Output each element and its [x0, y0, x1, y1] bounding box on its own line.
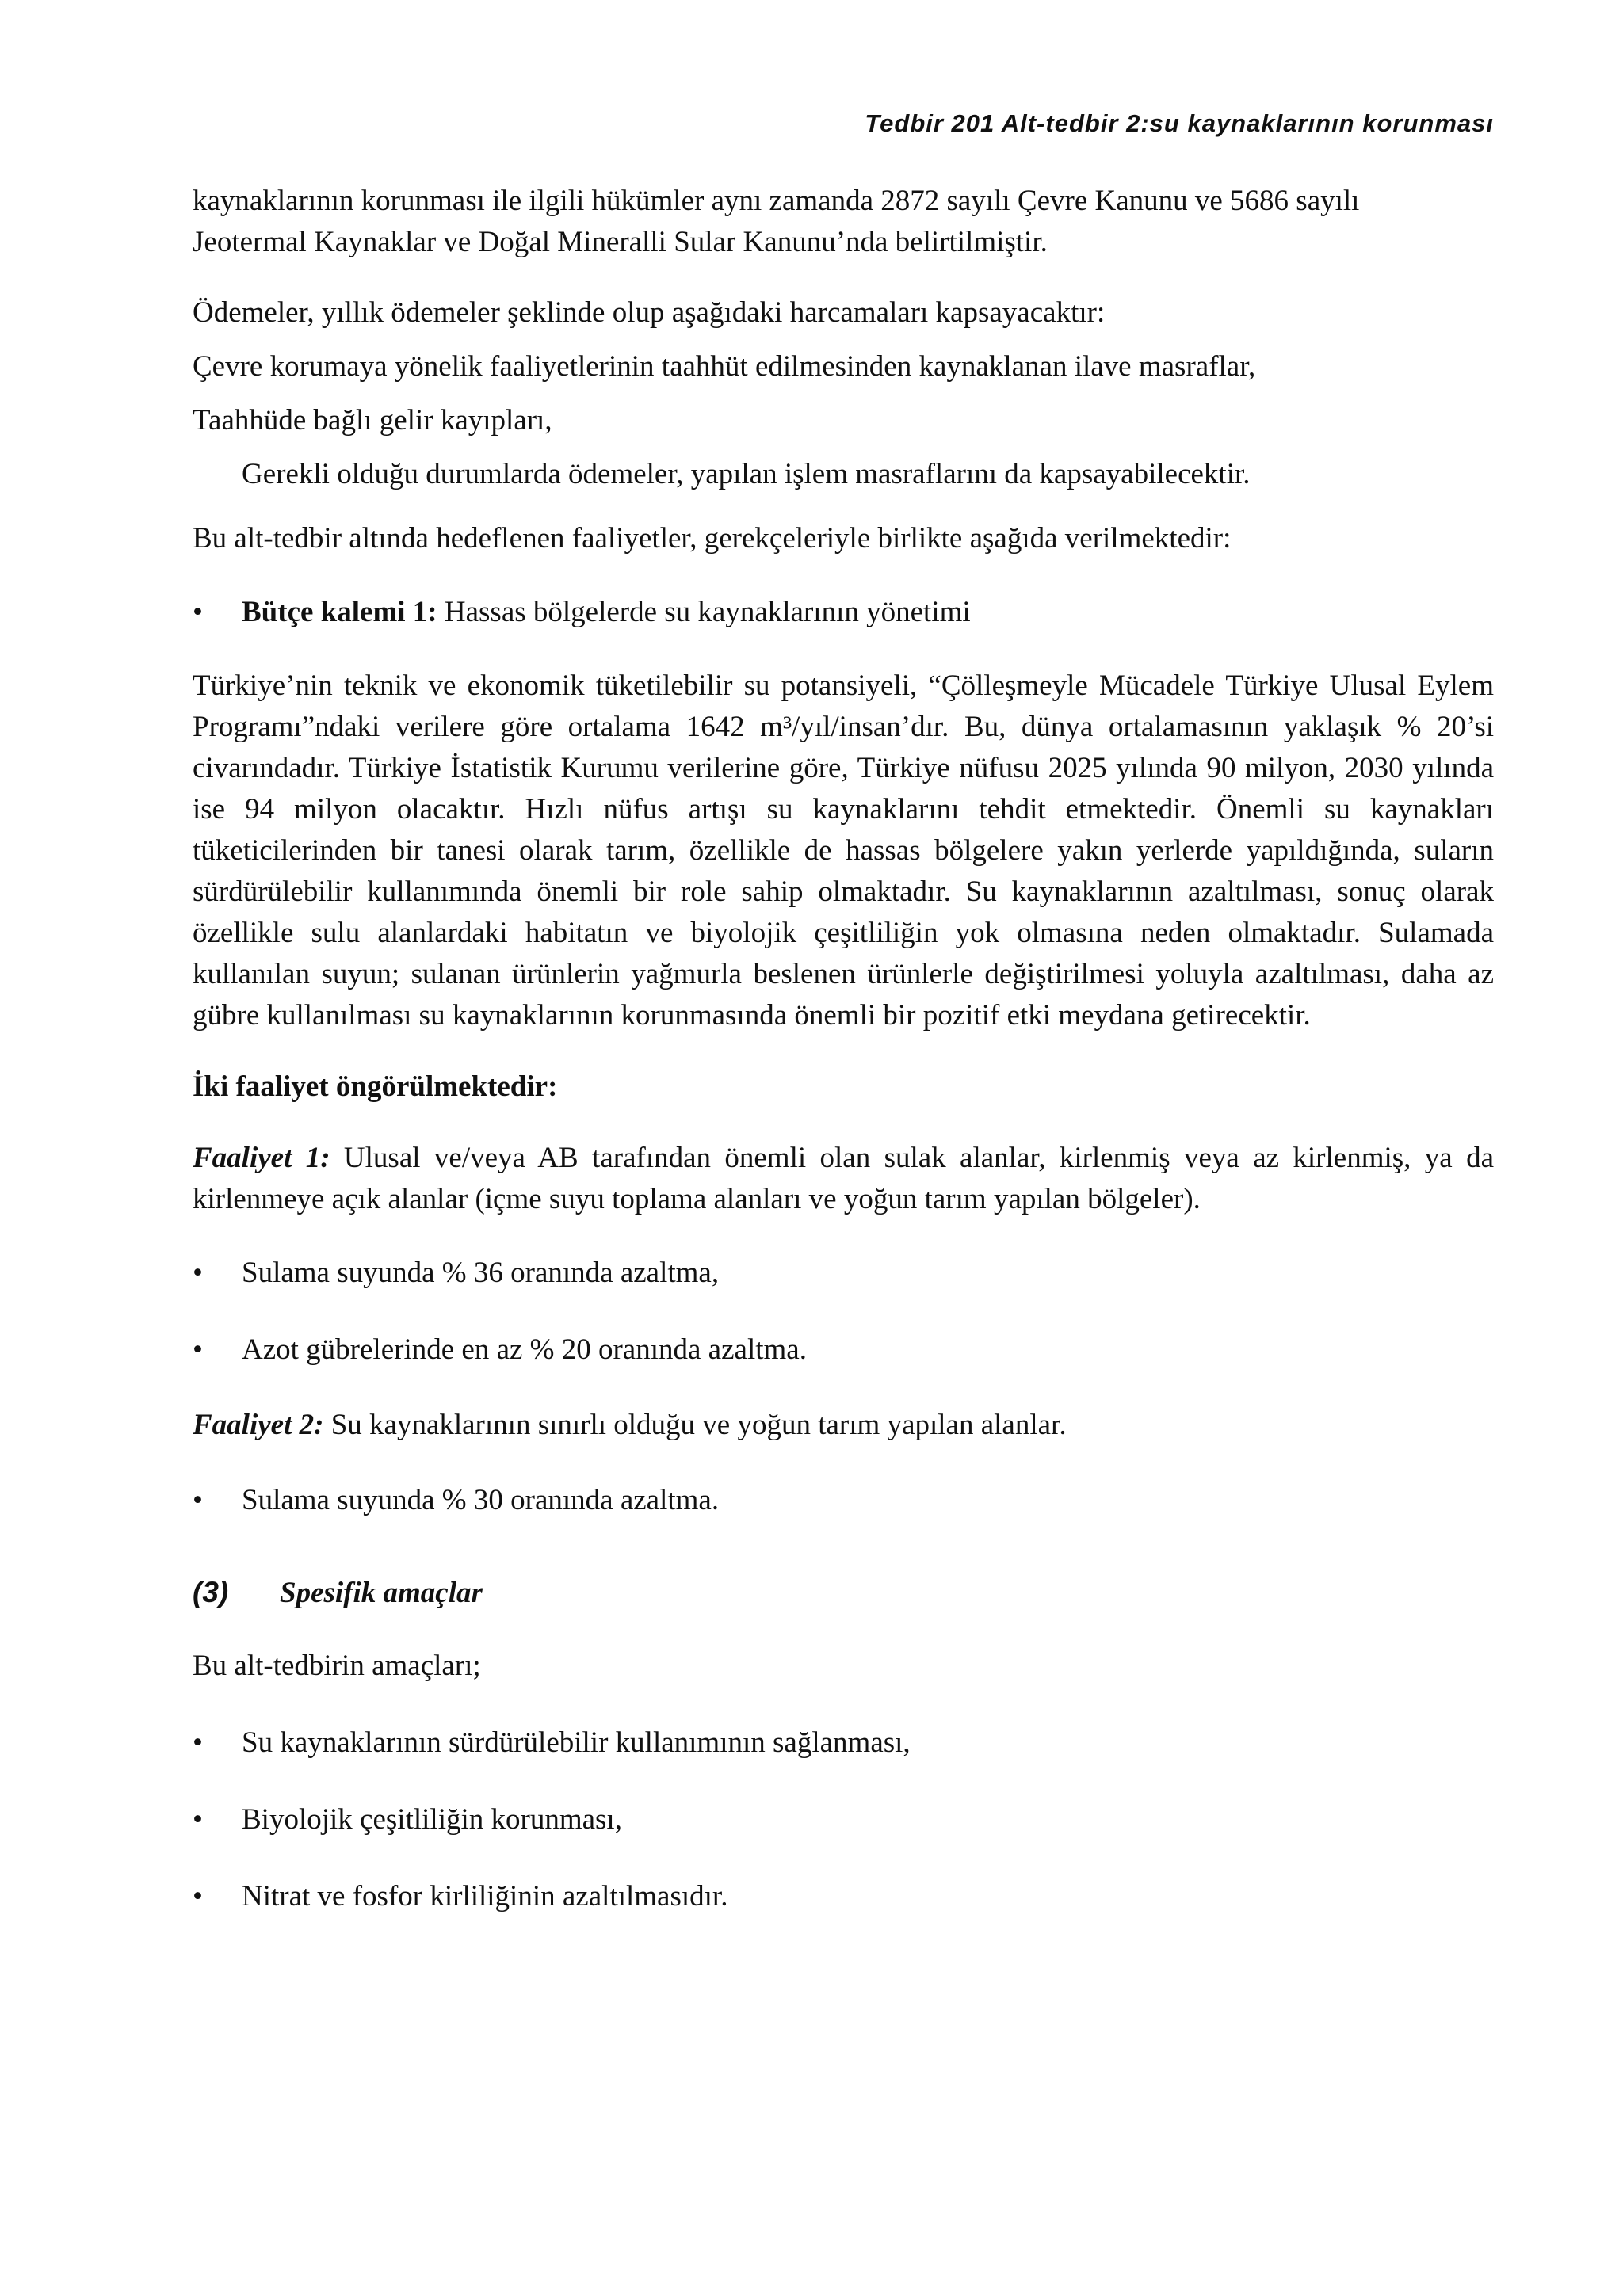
- objective-bullet-text: Nitrat ve fosfor kirliliğinin azaltılmasıdır.: [242, 1880, 728, 1913]
- bullet-icon: •: [193, 1257, 203, 1289]
- activity-1-bullet-text: Sulama suyunda % 36 oranında azaltma,: [242, 1257, 720, 1289]
- intro-paragraph: [193, 181, 1494, 263]
- budget-item-text: Hassas bölgelerde su kaynaklarının yönetimi: [437, 596, 971, 628]
- budget-item-label: Bütçe kalemi 1:: [242, 596, 437, 628]
- activity-2-label: Faaliyet 2:: [193, 1409, 324, 1441]
- bullet-icon: •: [193, 1484, 203, 1516]
- activity-1-bullet-text: Azot gübrelerinde en az % 20 oranında azaltma.: [242, 1333, 807, 1366]
- body-paragraph: Türkiye’nin teknik ve ekonomik tüketilebilir su potansiyeli, “Çölleşmeyle Mücadele Türkiye Ulusal Eylem Programı”ndaki verilere göre ortalama 1642 m³/yıl/insan’dır. Bu, dünya ortalamasının yaklaşık % 20’si civarındadır. Türkiye İstatistik Kurumu verilerine göre, Türkiye nüfusu 2025 yılında 90 milyon, 2030 yılında ise 94 milyon olacaktır. Hızlı nüfus artışı su kaynaklarını tehdit etmektedir. Önemli su kaynakları tüketicilerinden bir tanesi olarak tarım, özellikle de hassas bölgelere yakın yerlerde yapıldığında, suların sürdürülebilir kullanımında önemli bir role sahip olmaktadır. Su kaynaklarının azaltılması, sonuç olarak özellikle sulu alanlardaki habitatın ve biyolojik çeşitliliğin yok olmasına neden olmaktadır. Sulamada kullanılan suyun; sulanan ürünlerin yağmurla beslenen ürünlerle değiştirilmesi yoluyla azaltılması, daha az gübre kullanılması su kaynaklarının korunmasında önemli bir pozitif etki meydana getirecektir.: [193, 669, 1494, 1032]
- activities-intro: Bu alt-tedbir altında hedeflenen faaliyetler, gerekçeleriyle birlikte aşağıda verilmektedir:: [193, 522, 1232, 555]
- payments-item-3: Gerekli olduğu durumlarda ödemeler, yapılan işlem masraflarını da kapsayabilecektir.: [242, 458, 1251, 490]
- payments-lead: Ödemeler, yıllık ödemeler şeklinde olup aşağıdaki harcamaları kapsayacaktır:: [193, 296, 1106, 329]
- bullet-icon: •: [193, 596, 203, 628]
- objective-bullet: [193, 1876, 1494, 1917]
- objective-bullet-text: Biyolojik çeşitliliğin korunması,: [242, 1803, 622, 1836]
- activity-2-bullet: [193, 1480, 1494, 1521]
- two-activities-heading: İki faaliyet öngörülmektedir:: [193, 1070, 558, 1103]
- bullet-icon: •: [193, 1880, 203, 1913]
- payments-item-1: Çevre korumaya yönelik faaliyetlerinin taahhüt edilmesinden kaynaklanan ilave masraflar,: [193, 350, 1256, 383]
- intro-line-1: kaynaklarının korunması ile ilgili hükümler aynı zamanda 2872 sayılı Çevre Kanunu ve 5686 sayılı: [193, 185, 1360, 217]
- activity-2-paragraph: [193, 1405, 1494, 1446]
- objectives-lead: Bu alt-tedbirin amaçları;: [193, 1650, 481, 1682]
- activity-1-text: Ulusal ve/veya AB tarafından önemli olan sulak alanlar, kirlenmiş veya az kirlenmiş, ya da kirlenmeye açık alanlar (içme suyu toplama alanları ve yoğun tarım yapılan bölgeler).: [193, 1142, 1495, 1215]
- activity-2-text: Su kaynaklarının sınırlı olduğu ve yoğun tarım yapılan alanlar.: [323, 1409, 1067, 1441]
- objective-bullet: [193, 1799, 1494, 1840]
- intro-line-2: Jeotermal Kaynaklar ve Doğal Mineralli Sular Kanunu’nda belirtilmiştir.: [193, 226, 1048, 258]
- section-3-number: (3): [193, 1576, 229, 1608]
- objective-bullet: [193, 1722, 1494, 1764]
- bullet-icon: •: [193, 1726, 203, 1759]
- bullet-icon: •: [193, 1803, 203, 1836]
- objective-bullet-text: Su kaynaklarının sürdürülebilir kullanımının sağlanması,: [242, 1726, 911, 1759]
- budget-item: [193, 592, 1494, 633]
- activity-2-bullet-text: Sulama suyunda % 30 oranında azaltma.: [242, 1484, 720, 1516]
- activity-1-bullet: [193, 1329, 1494, 1371]
- section-3-title: Spesifik amaçlar: [280, 1577, 483, 1609]
- running-header: Tedbir 201 Alt-tedbir 2:su kaynaklarının korunması: [865, 109, 1494, 137]
- activity-1-label: Faaliyet 1:: [193, 1142, 330, 1174]
- payments-item-2: Taahhüde bağlı gelir kayıpları,: [193, 404, 552, 437]
- bullet-icon: •: [193, 1333, 203, 1366]
- activity-1-paragraph: [193, 1138, 1494, 1220]
- section-3-heading: [193, 1572, 1494, 1614]
- document-body: [193, 181, 1494, 1917]
- activity-1-bullet: [193, 1253, 1494, 1294]
